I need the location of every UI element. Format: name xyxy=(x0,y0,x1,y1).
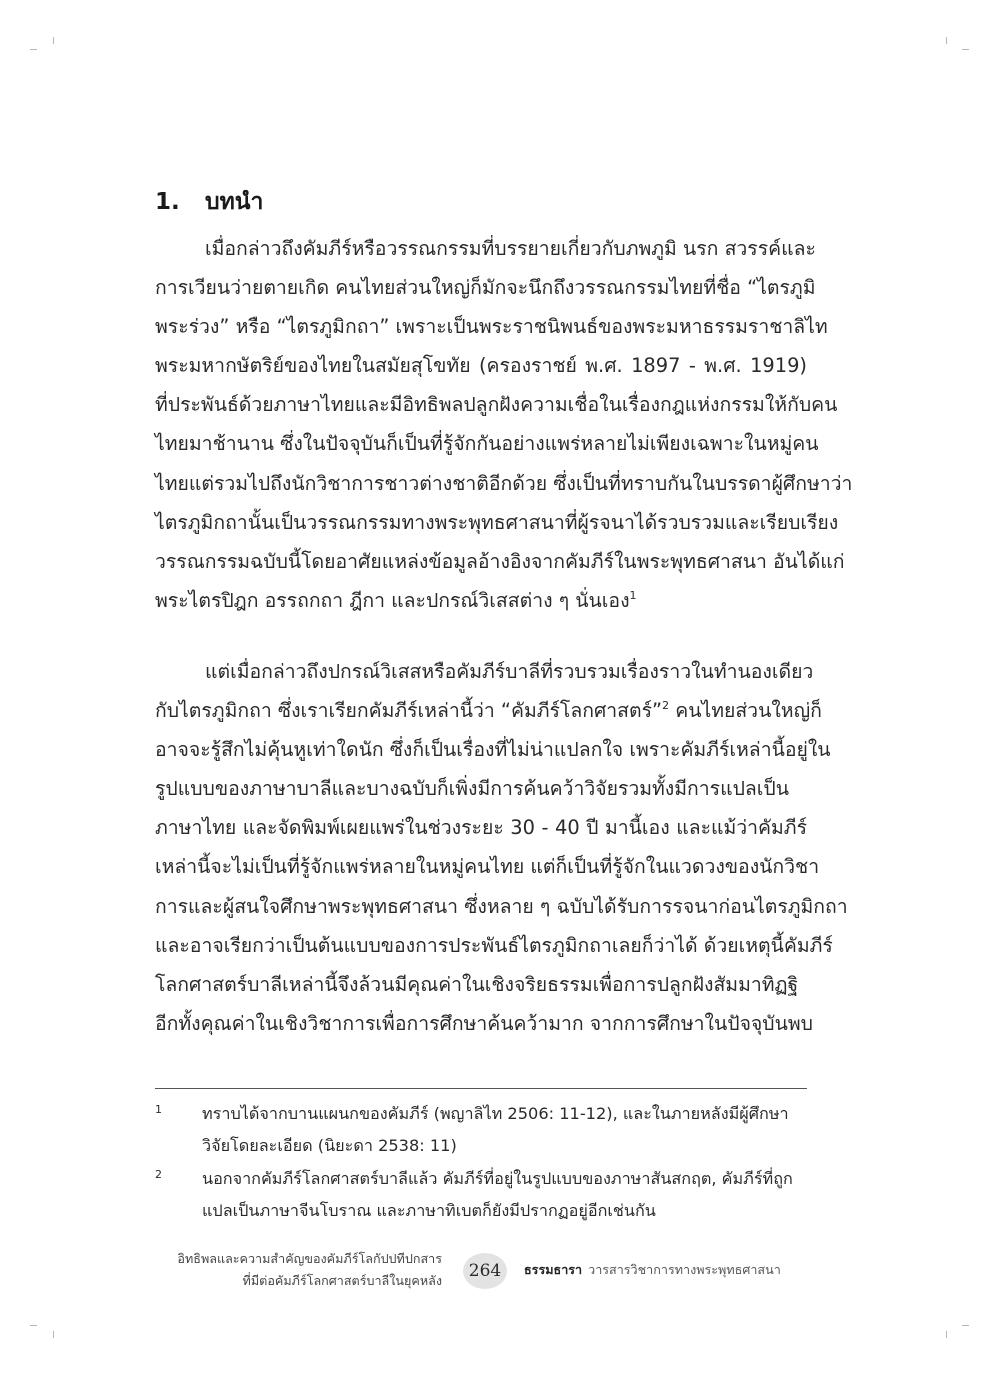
crop-mark xyxy=(962,49,969,50)
paragraph-line: โลกศาสตร์บาลีเหล่านี้จึงล้วนมีคุณค่าในเชิงจริยธรรมเพื่อการปลูกฝังสัมมาทิฏฐิ xyxy=(155,972,799,996)
footer-article-title-line: ที่มีต่อคัมภีร์โลกศาสตร์บาลีในยุคหลัง xyxy=(242,1273,442,1288)
crop-mark xyxy=(53,1331,54,1338)
paragraph-line: เหล่านี้จะไม่เป็นที่รู้จักแพร่หลายในหมู่คนไทย แต่ก็เป็นที่รู้จักในแวดวงของนักวิชา xyxy=(155,855,820,879)
paragraph-line: ไทยแต่รวมไปถึงนักวิชาการชาวต่างชาติอีกด้วย ซึ่งเป็นที่ทราบกันในบรรดาผู้ศึกษาว่า xyxy=(155,471,853,495)
footnote-reference[interactable]: 1 xyxy=(629,588,637,602)
section-heading xyxy=(155,184,263,220)
footnote-2 xyxy=(155,1163,807,1227)
page-number: 264 xyxy=(463,1253,507,1289)
journal-name: ธรรมธารา xyxy=(524,1262,583,1277)
paragraph-line: ไทยมาช้านาน ซึ่งในปัจจุบันก็เป็นที่รู้จักกันอย่างแพร่หลายไม่เพียงเฉพาะในหมู่คน xyxy=(155,432,819,456)
paragraph-lokasastra xyxy=(155,652,848,1043)
paragraph-line-text: กับไตรภูมิกถา ซึ่งเราเรียกคัมภีร์เหล่านี้ว่า “คัมภีร์โลกศาสตร์” xyxy=(155,699,663,723)
footnote-reference[interactable]: 2 xyxy=(662,699,670,713)
footnote-text: วิจัยโดยละเอียด (นิยะดา 2538: 11) xyxy=(202,1136,457,1155)
paragraph-line-text: คนไทยส่วนใหญ่ก็ xyxy=(669,699,822,723)
section-number: 1. xyxy=(155,189,180,215)
paragraph-line: แต่เมื่อกล่าวถึงปกรณ์วิเสสหรือคัมภีร์บาลีที่รวบรวมเรื่องราวในทำนองเดียว xyxy=(205,660,814,683)
paragraph-line: การเวียนว่ายตายเกิด คนไทยส่วนใหญ่ก็มักจะนึกถึงวรรณกรรมไทยที่ชื่อ “ไตรภูมิ xyxy=(155,276,816,300)
section-title: บทนำ xyxy=(205,189,264,215)
footer-article-title xyxy=(177,1248,442,1292)
footnote-mark: 2 xyxy=(155,1168,162,1181)
paragraph-line: พระร่วง” หรือ “ไตรภูมิกถา” เพราะเป็นพระราชนิพนธ์ของพระมหาธรรมราชาลิไท xyxy=(155,315,828,339)
paragraph-line xyxy=(155,691,822,730)
paragraph-line xyxy=(155,581,807,620)
paragraph-line: วรรณกรรมฉบับนี้โดยอาศัยแหล่งข้อมูลอ้างอิงจากคัมภีร์ในพระพุทธศาสนา อันได้แก่ xyxy=(155,549,845,573)
footnote-text: ทราบได้จากบานแผนกของคัมภีร์ (พญาลิไท 2506: 11-12), และในภายหลังมีผู้ศึกษา xyxy=(202,1104,789,1123)
paragraph-line: เมื่อกล่าวถึงคัมภีร์หรือวรรณกรรมที่บรรยายเกี่ยวกับภพภูมิ นรก สวรรค์และ xyxy=(205,237,816,260)
paragraph-line: พระมหากษัตริย์ของไทยในสมัยสุโขทัย (ครองราชย์ พ.ศ. 1897 - พ.ศ. 1919) xyxy=(155,354,807,378)
paragraph-line: ที่ประพันธ์ด้วยภาษาไทยและมีอิทธิพลปลูกฝังความเชื่อในเรื่องกฎแห่งกรรมให้กับคน xyxy=(155,393,838,417)
footnote-text: แปลเป็นภาษาจีนโบราณ และภาษาทิเบตก็ยังมีปรากฏอยู่อีกเช่นกัน xyxy=(202,1201,656,1220)
paragraph-line-text: พระไตรปิฎก อรรถกถา ฎีกา และปกรณ์วิเสสต่าง ๆ นั่นเอง xyxy=(155,588,630,612)
paragraph-line: รูปแบบของภาษาบาลีและบางฉบับก็เพิ่งมีการค้นคว้าวิจัยรวมทั้งมีการแปลเป็น xyxy=(155,777,789,801)
journal-subtitle: วารสารวิชาการทางพระพุทธศาสนา xyxy=(588,1262,781,1277)
paragraph-line: และอาจเรียกว่าเป็นต้นแบบของการประพันธ์ไตรภูมิกถาเลยก็ว่าได้ ด้วยเหตุนี้คัมภีร์ xyxy=(155,933,833,957)
crop-mark xyxy=(30,1325,37,1326)
crop-mark xyxy=(30,49,37,50)
paragraph-line: ไตรภูมิกถานั้นเป็นวรรณกรรมทางพระพุทธศาสนาที่ผู้รจนาได้รวบรวมและเรียบเรียง xyxy=(155,510,839,534)
paragraph-line: อาจจะรู้สึกไม่คุ้นหูเท่าใดนัก ซึ่งก็เป็นเรื่องที่ไม่น่าแปลกใจ เพราะคัมภีร์เหล่านี้อยู่ใน xyxy=(155,738,831,762)
footer-article-title-line: อิทธิพลและความสำคัญของคัมภีร์โลกัปปทีปกสาร xyxy=(177,1251,442,1266)
crop-mark xyxy=(946,37,947,44)
footnote-text: นอกจากคัมภีร์โลกศาสตร์บาลีแล้ว คัมภีร์ที่อยู่ในรูปแบบของภาษาสันสกฤต, คัมภีร์ที่ถูก xyxy=(202,1169,793,1188)
paragraph-line: การและผู้สนใจศึกษาพระพุทธศาสนา ซึ่งหลาย ๆ ฉบับได้รับการรจนาก่อนไตรภูมิกถา xyxy=(155,894,848,918)
crop-mark xyxy=(53,37,54,44)
crop-mark xyxy=(946,1331,947,1338)
crop-mark xyxy=(962,1325,969,1326)
paragraph-line: อีกทั้งคุณค่าในเชิงวิชาการเพื่อการศึกษาค้นคว้ามาก จากการศึกษาในปัจจุบันพบ xyxy=(155,1011,813,1035)
footer-journal xyxy=(524,1260,781,1280)
footnote-1 xyxy=(155,1098,807,1162)
page-footer xyxy=(0,1245,1000,1305)
paragraph-introduction xyxy=(155,229,853,620)
paragraph-line: ภาษาไทย และจัดพิมพ์เผยแพร่ในช่วงระยะ 30 - 40 ปี มานี้เอง และแม้ว่าคัมภีร์ xyxy=(155,816,807,840)
footnote-mark: 1 xyxy=(155,1103,162,1116)
footnote-divider xyxy=(155,1088,807,1089)
